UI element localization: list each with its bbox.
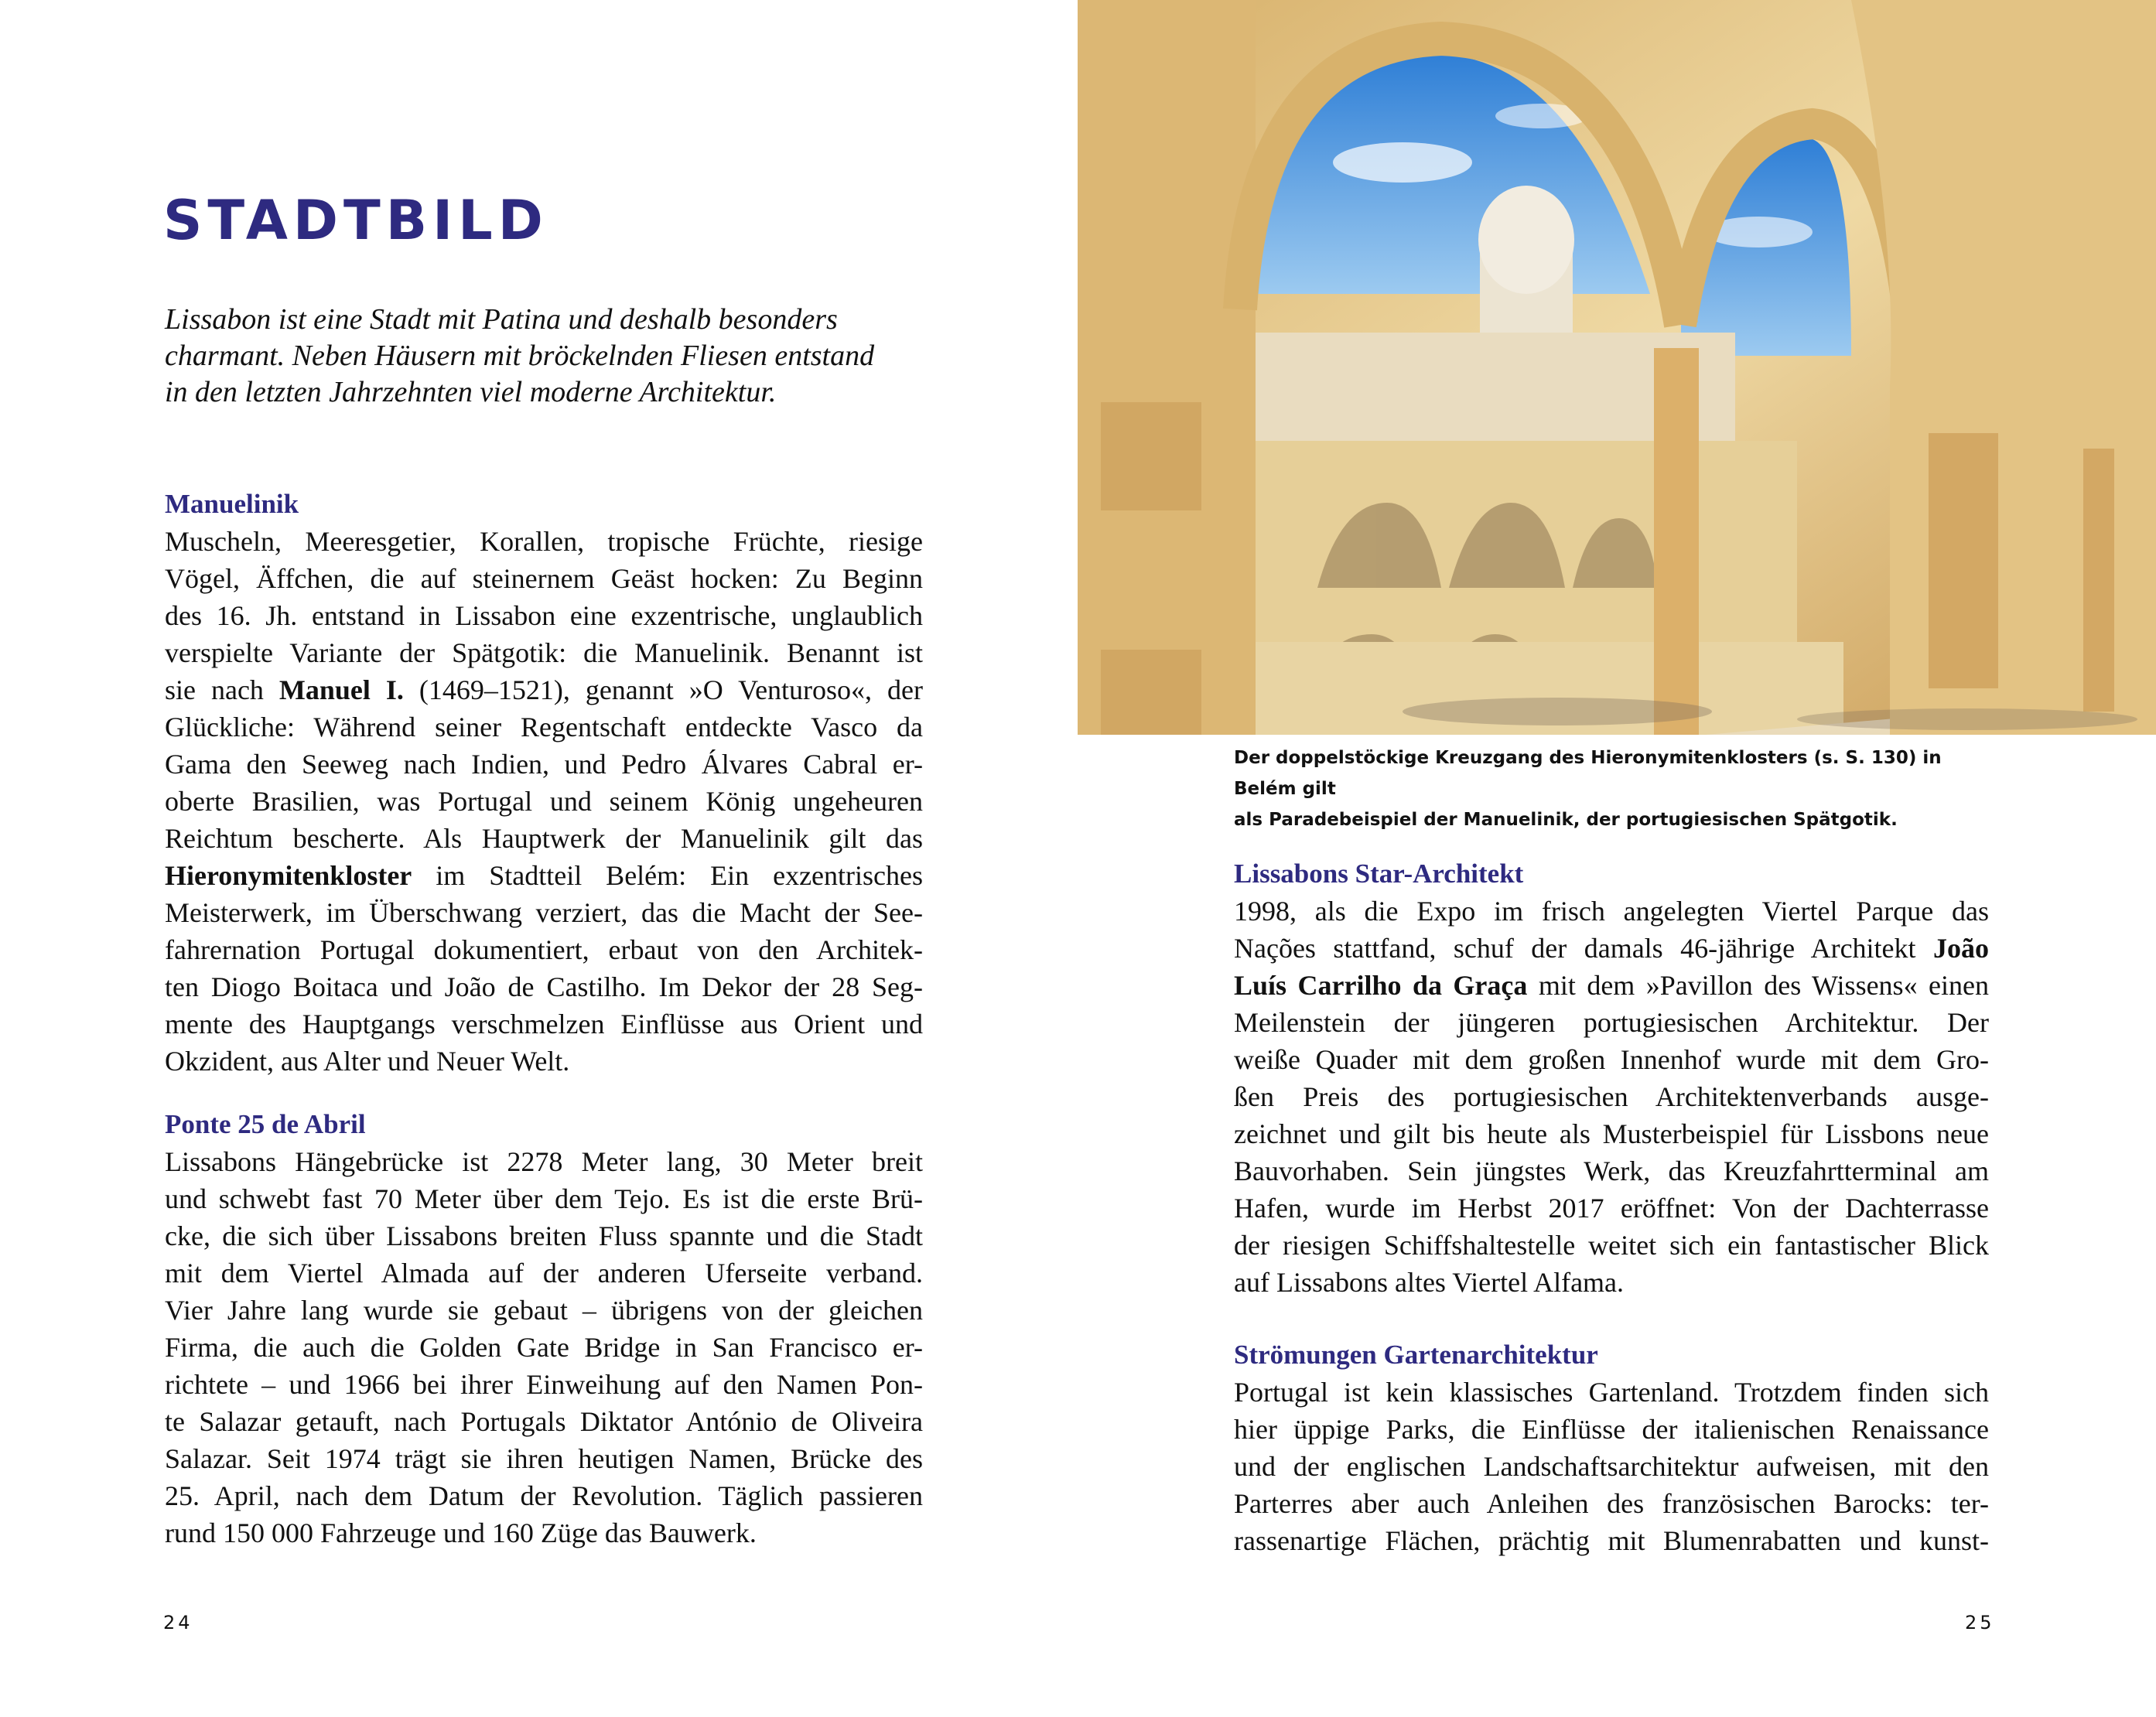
body-text-line: des 16. Jh. entstand in Lissabon eine exzentrische, unglaublich [165, 600, 923, 631]
body-text-line: oberte Brasilien, was Portugal und seinem König ungeheuren [165, 786, 923, 817]
body-text-line: te Salazar getauft, nach Portugals Diktator António de Oliveira [165, 1406, 923, 1437]
page-number-left: 24 [163, 1612, 193, 1633]
body-text-line: Glückliche: Während seiner Regentschaft entdeckte Vasco da [165, 712, 923, 742]
caption-line: als Paradebeispiel der Manuelinik, der portugiesischen Spätgotik. [1234, 810, 1898, 830]
body-text-line: auf Lissabons altes Viertel Alfama. [1234, 1267, 1625, 1298]
body-text-line: Gama den Seeweg nach Indien, und Pedro Álvares Cabral er- [165, 749, 923, 780]
body-text-line: Nações stattfand, schuf der damals 46-jährige Architekt João [1234, 933, 1989, 964]
intro-line: in den letzten Jahrzehnten viel moderne Architektur. [165, 376, 777, 408]
caption-line: Der doppelstöckige Kreuzgang des Hieronymitenklosters (s. S. 130) in Belém gilt [1234, 748, 1942, 799]
body-text-line: verspielte Variante der Spätgotik: die Manuelinik. Benannt ist [165, 637, 923, 668]
intro-line: Lissabon ist eine Stadt mit Patina und deshalb besonders [165, 303, 838, 336]
cloister-photo [1078, 0, 2156, 735]
section-ponte-25-de-abril [165, 1106, 923, 1551]
body-text-line: 25. April, nach dem Datum der Revolution. Täglich passieren [165, 1480, 923, 1511]
body-text-line: sie nach Manuel I. (1469–1521), genannt »O Venturoso«, der [165, 674, 923, 705]
section-manuelinik [165, 486, 923, 1080]
body-text-line: ten Diogo Boitaca und João de Castilho. Im Dekor der 28 Seg- [165, 971, 923, 1002]
body-text-line: Vier Jahre lang wurde sie gebaut – übrigens von der gleichen [165, 1295, 923, 1326]
intro-paragraph [165, 302, 923, 411]
body-text-line: und schwebt fast 70 Meter über dem Tejo. Es ist die erste Brü- [165, 1183, 923, 1214]
body-text-line: 1998, als die Expo im frisch angelegten Viertel Parque das [1234, 896, 1989, 927]
section-body [165, 1143, 923, 1551]
body-text-line: ßen Preis des portugiesischen Architektenverbands ausge- [1234, 1081, 1989, 1112]
body-text-line: und der englischen Landschaftsarchitektur aufweisen, mit den [1234, 1451, 1989, 1482]
body-text-line: Luís Carrilho da Graça mit dem »Pavillon des Wissens« einen [1234, 970, 1989, 1001]
section-body [165, 523, 923, 1080]
page-title: STADTBILD [163, 189, 548, 252]
section-lissabons-star-architekt [1234, 855, 1989, 1301]
body-text-line: fahrernation Portugal dokumentiert, erbaut von den Architek- [165, 934, 923, 965]
body-text-line: mit dem Viertel Almada auf der anderen Uferseite verband. [165, 1258, 923, 1289]
body-text-line: rassenartige Flächen, prächtig mit Blumenrabatten und kunst- [1234, 1525, 1989, 1556]
bold-term: Hieronymitenkloster [165, 860, 412, 891]
body-text-line: Salazar. Seit 1974 trägt sie ihren heutigen Namen, Brücke des [165, 1443, 923, 1474]
bold-term: Luís Carrilho da Graça [1234, 970, 1528, 1001]
cloister-photo-illustration [1078, 0, 2156, 735]
body-text-line: Muscheln, Meeresgetier, Korallen, tropische Früchte, riesige [165, 526, 923, 557]
bold-term: João [1933, 933, 1989, 964]
intro-line: charmant. Neben Häusern mit bröckelnden Fliesen entstand [165, 340, 875, 372]
section-heading: Ponte 25 de Abril [165, 1109, 366, 1139]
body-text-line: Meilenstein der jüngeren portugiesischen Architektur. Der [1234, 1007, 1989, 1038]
body-text-line: Parterres aber auch Anleihen des französischen Barocks: ter- [1234, 1488, 1989, 1519]
body-text-line: Hieronymitenkloster im Stadtteil Belém: Ein exzentrisches [165, 860, 923, 891]
section-body [1234, 1374, 1989, 1559]
bold-term: Manuel I. [278, 674, 404, 705]
section-heading: Strömungen Gartenarchitektur [1234, 1340, 1598, 1370]
section-heading: Lissabons Star-Architekt [1234, 858, 1524, 889]
section-body [1234, 893, 1989, 1301]
body-text-line: rund 150 000 Fahrzeuge und 160 Züge das Bauwerk. [165, 1517, 757, 1548]
body-text-line: Okzident, aus Alter und Neuer Welt. [165, 1046, 570, 1077]
body-text-line: cke, die sich über Lissabons breiten Fluss spannte und die Stadt [165, 1220, 923, 1251]
body-text-line: der riesigen Schiffshaltestelle weitet sich ein fantastischer Blick [1234, 1230, 1989, 1261]
body-text-line: Meisterwerk, im Überschwang verziert, das die Macht der See- [165, 897, 923, 928]
body-text-line: Firma, die auch die Golden Gate Bridge in San Francisco er- [165, 1332, 923, 1363]
body-text-line: Hafen, wurde im Herbst 2017 eröffnet: Von der Dachterrasse [1234, 1193, 1989, 1224]
section-stroemungen-gartenarchitektur [1234, 1336, 1989, 1559]
body-text-line: Vögel, Äffchen, die auf steinernem Geäst hocken: Zu Beginn [165, 563, 923, 594]
photo-caption [1234, 742, 2007, 835]
body-text-line: weiße Quader mit dem großen Innenhof wurde mit dem Gro- [1234, 1044, 1989, 1075]
body-text-line: hier üppige Parks, die Einflüsse der italienischen Renaissance [1234, 1414, 1989, 1445]
body-text-line: zeichnet und gilt bis heute als Musterbeispiel für Lissbons neue [1234, 1118, 1989, 1149]
body-text-line: Lissabons Hängebrücke ist 2278 Meter lang, 30 Meter breit [165, 1146, 923, 1177]
body-text-line: richtete – und 1966 bei ihrer Einweihung auf den Namen Pon- [165, 1369, 923, 1400]
body-text-line: Bauvorhaben. Sein jüngstes Werk, das Kreuzfahrtterminal am [1234, 1155, 1989, 1186]
section-heading: Manuelinik [165, 489, 299, 519]
body-text-line: Reichtum bescherte. Als Hauptwerk der Manuelinik gilt das [165, 823, 923, 854]
right-page [1078, 0, 2156, 1717]
body-text-line: Portugal ist kein klassisches Gartenland. Trotzdem finden sich [1234, 1377, 1989, 1408]
page-number-right: 25 [1965, 1612, 1995, 1633]
body-text-line: mente des Hauptgangs verschmelzen Einflüsse aus Orient und [165, 1009, 923, 1039]
